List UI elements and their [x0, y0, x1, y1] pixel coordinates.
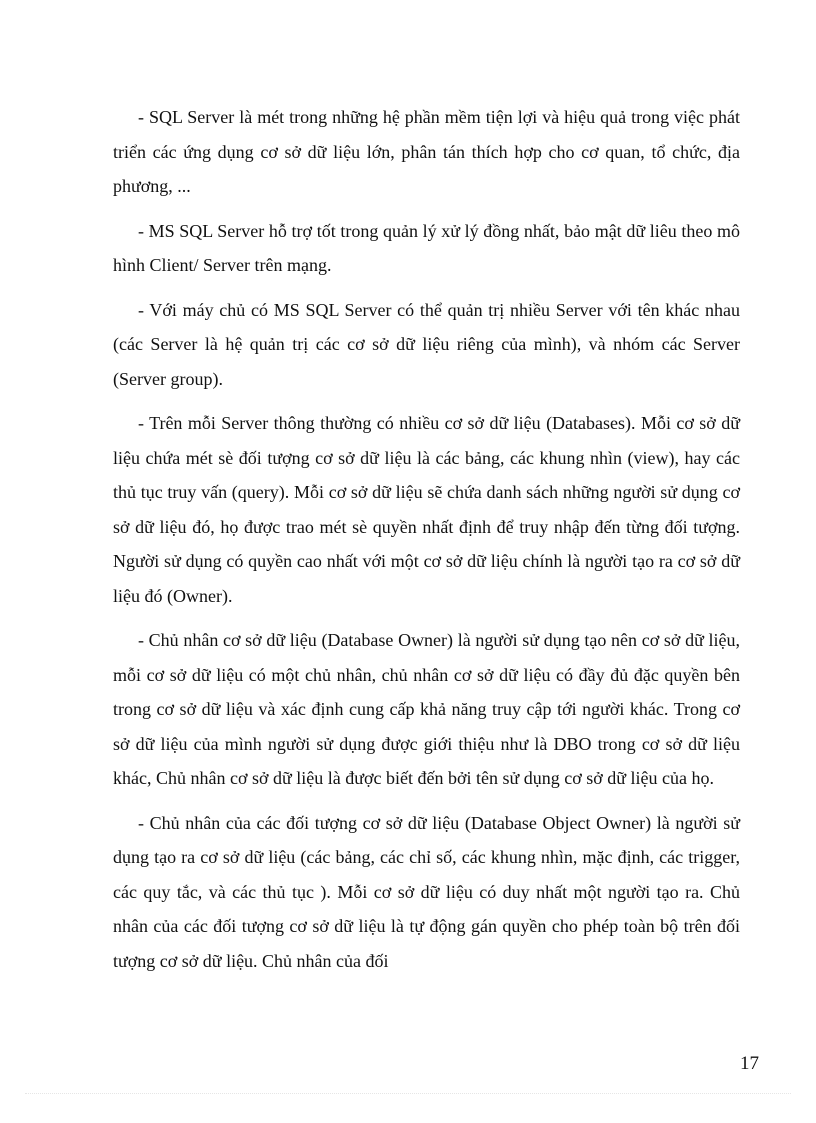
paragraph-database-owner: - Chủ nhân cơ sở dữ liệu (Database Owner) là người sử dụng tạo nên cơ sở dữ liệu, mỗi cơ sở dữ liệu có một chủ nhân, chủ nhân cơ sở dữ liệu có đầy đủ đặc quyền bên trong cơ sở dữ liệu và xác định cung cấp khả năng truy cập tới người khác. Trong cơ sở dữ liệu của mình người sử dụng được giới thiệu như là DBO trong cơ sở dữ liệu khác, Chủ nhân cơ sở dữ liệu là được biết đến bởi tên sử dụng cơ sở dữ liệu của họ. [113, 630, 740, 788]
page-bottom-divider [25, 1093, 791, 1094]
paragraph-sql-server-intro: - SQL Server là mét trong những hệ phần mềm tiện lợi và hiệu quả trong việc phát triển các ứng dụng cơ sở dữ liệu lớn, phân tán thích hợp cho cơ quan, tổ chức, địa phương, ... [113, 107, 740, 196]
paragraph-client-server: - MS SQL Server hỗ trợ tốt trong quản lý xử lý đồng nhất, bảo mật dữ liêu theo mô hình Client/ Server trên mạng. [113, 220, 740, 275]
page-number: 17 [740, 1053, 759, 1074]
page-body [113, 100, 740, 988]
paragraph-server-group: - Với máy chủ có MS SQL Server có thể quản trị nhiều Server với tên khác nhau (các Server là hệ quản trị các cơ sở dữ liệu riêng của mình), và nhóm các Server (Server group). [113, 299, 740, 389]
paragraph-databases: - Trên mỗi Server thông thường có nhiều cơ sở dữ liệu (Databases). Mỗi cơ sở dữ liệu chứa mét sè đối tượng cơ sở dữ liệu là các bảng, các khung nhìn (view), hay các thủ tục truy vấn (query). Mỗi cơ sở dữ liệu sẽ chứa danh sách những người sử dụng cơ sở dữ liệu đó, họ được trao mét sè quyền nhất định để truy nhập đến từng đối tượng. Người sử dụng có quyền cao nhất với một cơ sở dữ liệu chính là người tạo ra cơ sở dữ liệu đó (Owner). [113, 413, 740, 606]
paragraph-object-owner: - Chủ nhân của các đối tượng cơ sở dữ liệu (Database Object Owner) là người sử dụng tạo ra cơ sở dữ liệu (các bảng, các chỉ số, các khung nhìn, mặc định, các trigger, các quy tắc, và các thủ tục ). Mỗi cơ sở dữ liệu có duy nhất một người tạo ra. Chủ nhân của các đối tượng cơ sở dữ liệu là tự động gán quyền cho phép toàn bộ trên đối tượng cơ sở dữ liệu. Chủ nhân của đối [113, 812, 740, 971]
